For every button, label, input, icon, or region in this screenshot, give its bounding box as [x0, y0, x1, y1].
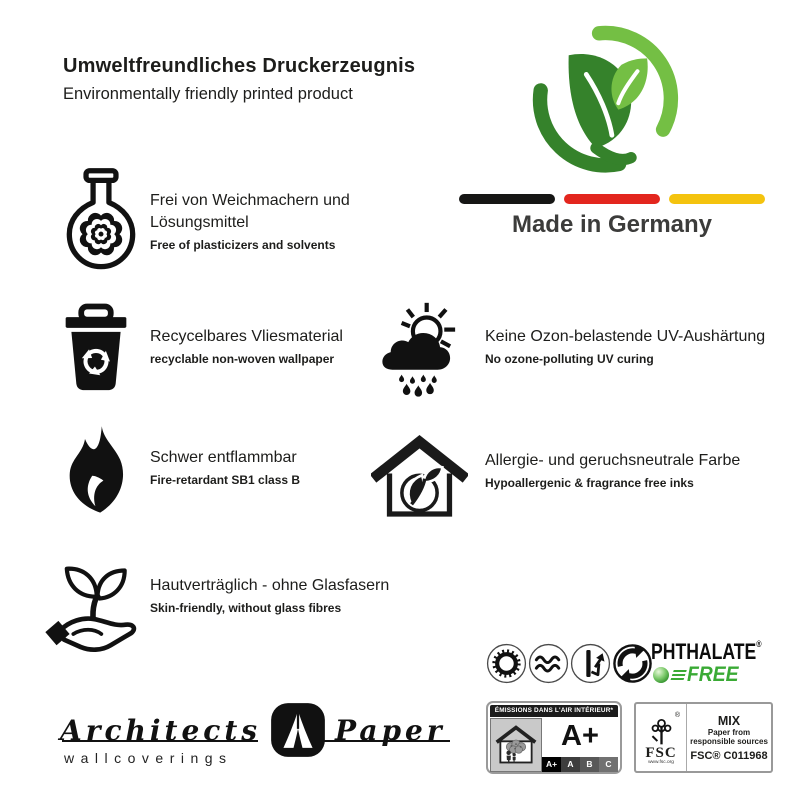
- feature-title-de: Hautverträglich - ohne Glasfasern: [150, 577, 390, 594]
- flag-bar-gold: [669, 194, 765, 204]
- feature-title-de: Allergie- und geruchsneutrale Farbe: [485, 452, 741, 469]
- sun-rain-cloud-icon: [374, 296, 466, 400]
- hand-seedling-icon: [36, 547, 148, 665]
- flag-bar-red: [564, 194, 660, 204]
- architects-paper-monogram-icon: [270, 702, 326, 758]
- fsc-name: FSC: [645, 745, 677, 761]
- emissions-house-icon: [490, 718, 542, 772]
- feature-subtitle-en: recyclable non-woven wallpaper: [150, 352, 335, 366]
- fsc-license-code: FSC® C011968: [690, 749, 768, 762]
- feature-recyclable: [150, 326, 343, 367]
- fsc-tree-icon: [649, 718, 674, 746]
- recyclable-arrows-icon: [612, 643, 653, 684]
- lightfastness-sun-icon: [486, 643, 527, 684]
- registered-mark: ®: [756, 639, 762, 649]
- feature-title-de: Recycelbares Vliesmaterial: [150, 328, 343, 345]
- emissions-grade: A+: [561, 720, 599, 752]
- fsc-label: [634, 702, 773, 773]
- free-word: FREE: [687, 663, 739, 686]
- fsc-url: www.fsc.org: [648, 760, 674, 765]
- flame-icon: [57, 423, 137, 527]
- scale-a-plus: A+: [542, 757, 561, 772]
- feature-fire-retardant: [150, 447, 300, 488]
- feature-uv-curing: [485, 326, 765, 367]
- feature-hypoallergenic: [485, 450, 740, 491]
- feature-subtitle-en: Fire-retardant SB1 class B: [150, 473, 301, 487]
- feature-title-de: Schwer entflammbar: [150, 449, 297, 466]
- emissions-header: ÉMISSIONS DANS L'AIR INTÉRIEUR*: [490, 705, 618, 717]
- brand-lockup: [60, 694, 452, 772]
- straight-match-icon: [570, 643, 611, 684]
- page-subtitle: Environmentally friendly printed product: [63, 85, 353, 103]
- page-title: Umweltfreundliches Druckerzeugnis: [63, 55, 416, 77]
- brand-tagline: wallcoverings: [64, 750, 233, 766]
- feature-subtitle-en: Free of plasticizers and solvents: [150, 238, 336, 252]
- scale-c: C: [599, 757, 618, 772]
- feature-subtitle-en: Skin-friendly, without glass fibres: [150, 601, 342, 615]
- flag-bar-black: [459, 194, 555, 204]
- brand-name-second: Paper: [335, 713, 446, 747]
- made-in-germany-label: Made in Germany: [511, 211, 713, 238]
- scale-a: A: [561, 757, 580, 772]
- fsc-type: MIX: [717, 713, 741, 728]
- feature-subtitle-en: Hypoallergenic & fragrance free inks: [485, 476, 694, 490]
- feature-plasticizers: [150, 190, 350, 253]
- feature-subtitle-en: No ozone-polluting UV curing: [485, 352, 654, 366]
- emissions-scale: [542, 757, 618, 772]
- brand-name-first: Architects: [60, 713, 262, 747]
- recycling-bin-icon: [55, 299, 137, 396]
- feature-title-de-line2: Lösungsmittel: [150, 214, 249, 231]
- german-flag-bars: [459, 194, 765, 204]
- globe-icon: [653, 667, 669, 683]
- leaf-circle-icon: [518, 20, 693, 180]
- speed-lines-icon: [670, 670, 687, 681]
- phthalate-word: PHTHALATE®: [651, 639, 762, 664]
- phthalate-free-logo: [651, 639, 771, 687]
- fsc-desc-line1: Paper from: [707, 727, 751, 737]
- washable-waves-icon: [528, 643, 569, 684]
- feature-skin-friendly: [150, 575, 389, 616]
- eco-leaf-logo: [518, 20, 693, 180]
- feature-title-de: Keine Ozon-belastende UV-Aushärtung: [485, 328, 766, 345]
- emissions-label: [486, 701, 622, 774]
- feature-title-de: Frei von Weichmachern und: [150, 192, 350, 209]
- fsc-desc-line2: responsible sources: [690, 736, 768, 746]
- symbol-badges: [486, 643, 653, 684]
- flask-flower-icon: [57, 167, 145, 273]
- registered-mark: ®: [674, 712, 680, 719]
- house-leaf-icon: [371, 431, 468, 523]
- scale-b: B: [580, 757, 599, 772]
